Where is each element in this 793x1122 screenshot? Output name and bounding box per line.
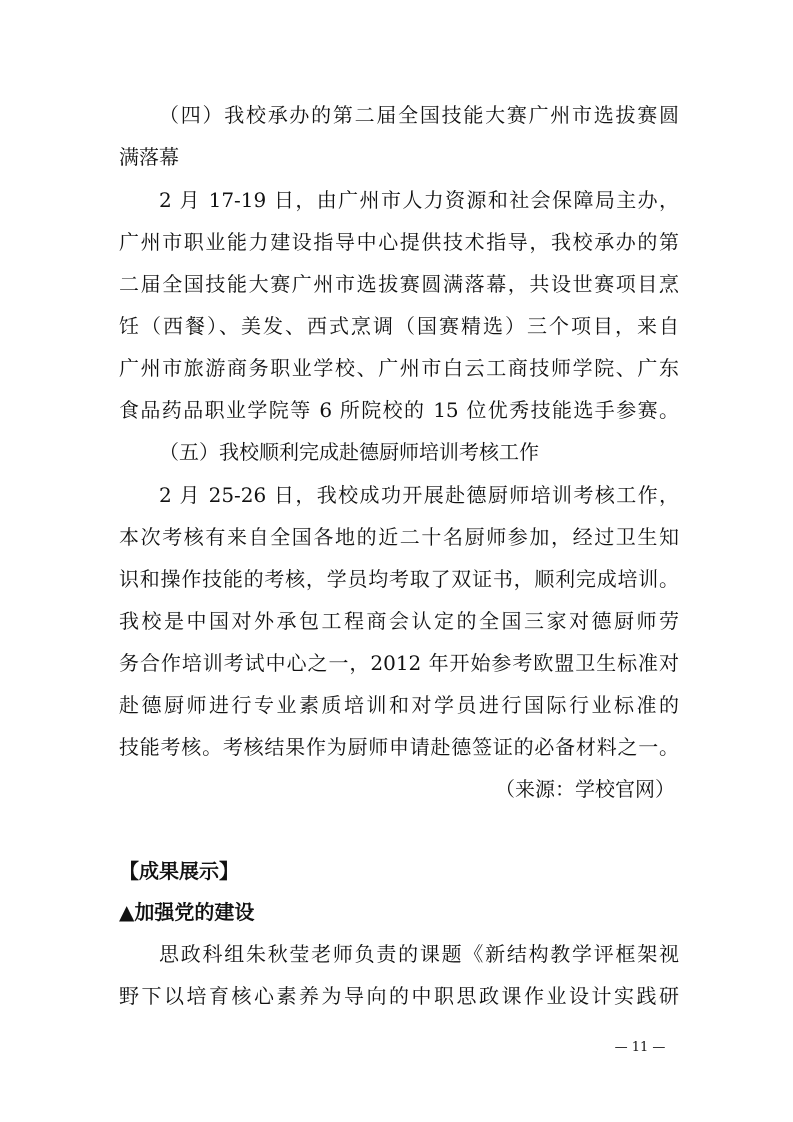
section5-body-line: 我校是中国对外承包工程商会认定的全国三家对德厨师劳 (119, 609, 679, 633)
section5-body-line: 识和操作技能的考核，学员均考取了双证书，顺利完成培训。 (119, 567, 679, 591)
section4-body-line: 饪（西餐）、美发、西式烹调（国赛精选）三个项目，来自 (119, 314, 679, 338)
achievements-body-line: 野下以培育核心素养为导向的中职思政课作业设计实践研 (119, 984, 679, 1008)
source-note: （来源：学校官网） (495, 777, 675, 801)
section4-heading-line1: （四）我校承办的第二届全国技能大赛广州市选拔赛圆 (159, 103, 679, 127)
page-number: — 11 — (614, 1040, 666, 1055)
section4-body-line: 广州市旅游商务职业学校、广州市白云工商技师学院、广东 (119, 356, 679, 380)
section5-heading: （五）我校顺利完成赴德厨师培训考核工作 (159, 440, 539, 464)
achievements-title: 【成果展示】 (119, 859, 239, 883)
section4-body-line: 2 月 17-19 日，由广州市人力资源和社会保障局主办， (159, 188, 679, 212)
section4-heading-line2: 满落幕 (119, 145, 179, 169)
section4-body-line: 广州市职业能力建设指导中心提供技术指导，我校承办的第 (119, 230, 679, 254)
section5-body-line: 赴德厨师进行专业素质培训和对学员进行国际行业标准的 (119, 693, 679, 717)
section5-body-line: 技能考核。考核结果作为厨师申请赴德签证的必备材料之一。 (119, 735, 679, 759)
section5-body-line: 务合作培训考试中心之一，2012 年开始参考欧盟卫生标准对 (119, 651, 679, 675)
section5-body-line: 2 月 25-26 日，我校成功开展赴德厨师培训考核工作， (159, 483, 679, 507)
achievements-body-line: 思政科组朱秋莹老师负责的课题《新结构教学评框架视 (159, 942, 679, 966)
section5-body-line: 本次考核有来自全国各地的近二十名厨师参加，经过卫生知 (119, 525, 679, 549)
section4-body-line: 二届全国技能大赛广州市选拔赛圆满落幕，共设世赛项目烹 (119, 272, 679, 296)
achievements-subtitle: ▲加强党的建设 (119, 900, 255, 924)
section4-body-line: 食品药品职业学院等 6 所院校的 15 位优秀技能选手参赛。 (119, 398, 679, 422)
